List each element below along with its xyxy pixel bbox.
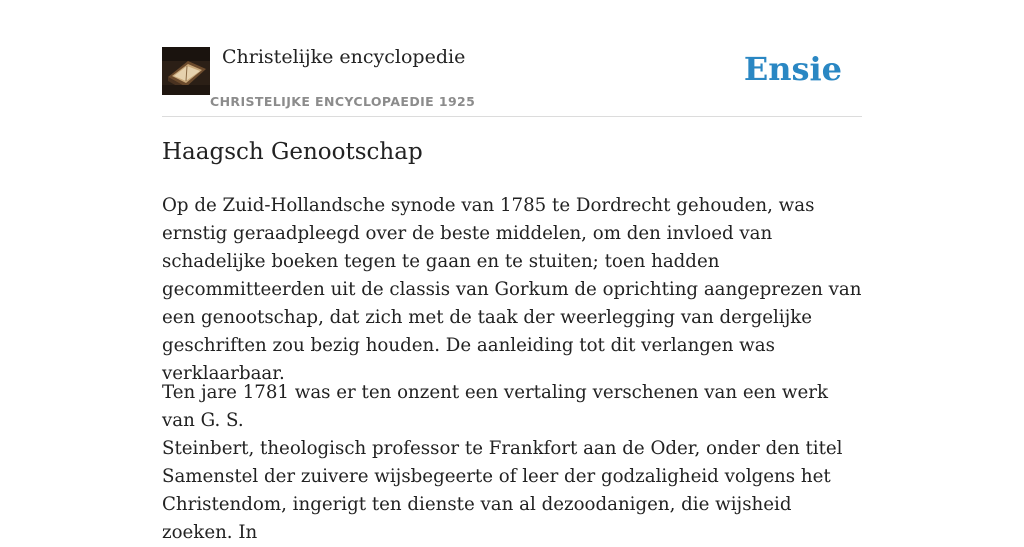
source-subtitle: CHRISTELIJKE ENCYCLOPAEDIE 1925 xyxy=(210,94,476,109)
source-avatar[interactable] xyxy=(162,47,210,95)
header xyxy=(162,44,862,117)
article-paragraph: Op de Zuid-Hollandsche synode van 1785 te Dordrecht gehouden, was ernstig geraadpleegd over de beste middelen, om den invloed van schadelijke boeken tegen te gaan en te stuiten; toen hadden gecommitteerden uit de classis van Gorkum de oprichting aangeprezen van een genootschap, dat zich met de taak der weerlegging van dergelijke geschriften zou bezig houden. De aanleiding tot dit verlangen was verklaarbaar. xyxy=(162,195,862,384)
article-paragraph: Ten jare 1781 was er ten onzent een vertaling verschenen van een werk van G. S. xyxy=(162,382,828,431)
book-image-icon xyxy=(162,47,210,95)
brand-logo-link[interactable]: Ensie xyxy=(743,50,842,88)
article-title: Haagsch Genootschap xyxy=(162,139,423,165)
article-paragraph: Steinbert, theologisch professor te Frankfort aan de Oder, onder den titel Samenstel der zuivere wijsbegeerte of leer der godzaligheid volgens het Christendom, ingerigt ten dienste van al dezoodanigen, die wijsheid zoeken. In xyxy=(162,438,843,543)
source-title[interactable]: Christelijke encyclopedie xyxy=(222,46,466,68)
